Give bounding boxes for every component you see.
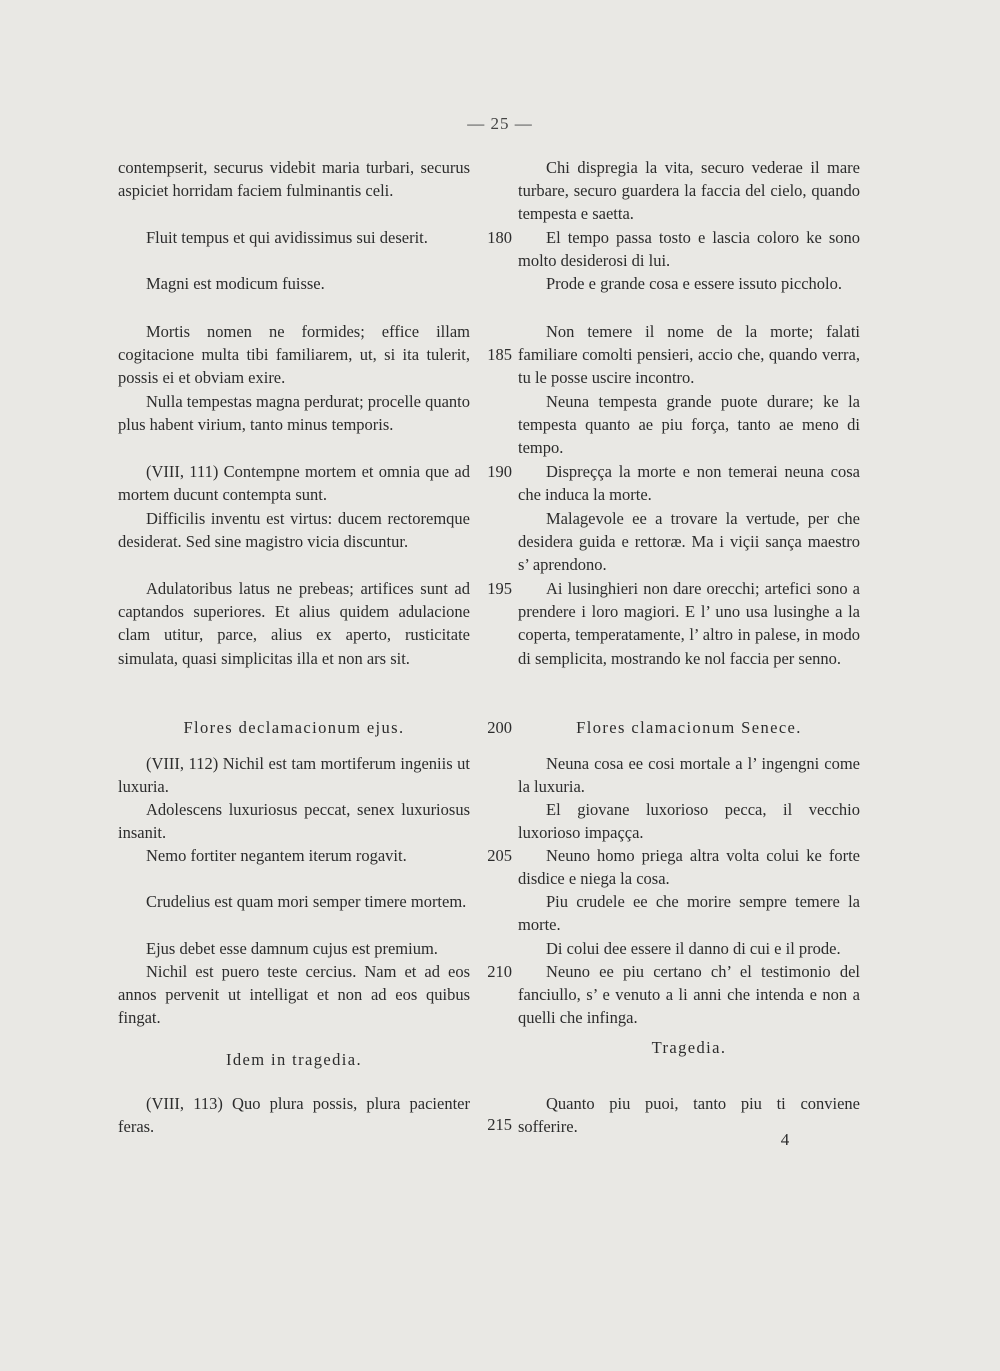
italian-line: El tempo passa tosto e lascia coloro ke sono molto desiderosi di lui. [518,228,860,271]
line-number: 205 [487,846,512,865]
italian-paragraph [518,226,860,272]
latin-paragraph [118,507,470,553]
latin-line: Nemo fortiter negantem iterum rogavit. [146,846,407,865]
latin-line: Difficilis inventu est virtus: ducem rectoremque desiderat. Sed sine magistro vicia discuntur. [118,509,470,552]
latin-paragraph [118,890,470,913]
latin-line: (VIII, 112) Nichil est tam mortiferum ingeniis ut luxuria. [118,754,470,797]
line-number: 200 [487,718,512,737]
italian-paragraph [518,844,860,890]
italian-paragraph [518,507,860,577]
line-number: 180 [487,228,512,247]
latin-paragraph [118,390,470,436]
italian-paragraph [518,1092,860,1138]
italian-paragraph [518,156,860,226]
latin-paragraph [118,226,470,249]
italian-line: Prode e grande cosa e essere issuto piccholo. [546,274,842,293]
italian-line: Neuna cosa ee cosi mortale a l’ ingengni come la luxuria. [518,754,860,797]
line-number: 215 [487,1115,512,1134]
italian-heading: Tragedia. [651,1038,727,1057]
italian-heading: Flores clamacionum Senece. [576,718,802,737]
italian-paragraph [518,320,860,390]
italian-paragraph [518,716,860,739]
latin-paragraph [118,1092,470,1138]
latin-paragraph [118,460,470,506]
latin-line: Nichil est puero teste cercius. Nam et ad eos annos pervenit ut intelligat et non ad eos quibus fingat. [118,962,470,1028]
latin-line: Magni est modicum fuisse. [146,274,325,293]
italian-paragraph [518,460,860,506]
italian-line: Dispreçça la morte e non temerai neuna cosa che induca la morte. [518,462,860,505]
latin-line: Ejus debet esse damnum cujus est premium. [146,939,438,958]
italian-line: Non temere il nome de la morte; falati familiare comolti pensieri, accio che, quando verra, tu le posse uscire incontro. [518,322,860,388]
italian-paragraph [518,390,860,460]
latin-paragraph [118,1048,470,1071]
latin-paragraph [118,320,470,390]
italian-line: Neuna tempesta grande puote durare; ke la tempesta quanto ae piu força, tanto ae meno di tempo. [518,392,860,458]
italian-paragraph [518,960,860,1030]
italian-line: Malagevole ee a trovare la vertude, per che desidera guida e rettoræ. Ma i viçii sança maestro s’ aprendono. [518,509,860,575]
italian-line: Neuno ee piu certano ch’ el testimonio del fanciullo, s’ e venuto a li anni che intenda e non a quelli che infinga. [518,962,860,1028]
italian-line: Piu crudele ee che morire sempre temere la morte. [518,892,860,935]
italian-line: Quanto piu puoi, tanto piu ti conviene sofferire. [518,1094,860,1137]
latin-paragraph [118,960,470,1030]
latin-line: Fluit tempus et qui avidissimus sui deserit. [146,228,428,247]
latin-paragraph [118,844,470,867]
italian-paragraph [518,890,860,936]
latin-heading: Idem in tragedia. [225,1050,363,1069]
latin-paragraph [118,716,470,739]
latin-line: (VIII, 111) Contempne mortem et omnia que ad mortem ducunt contempta sunt. [118,462,470,505]
latin-line: Mortis nomen ne formides; effice illam cogitacione multa tibi familiarem, ut, si ita tulerit, possis ei et obviam exire. [118,322,470,388]
line-number: 185 [487,345,512,364]
italian-paragraph [518,1036,860,1059]
italian-paragraph [518,272,860,295]
italian-paragraph [518,752,860,798]
latin-paragraph [118,272,470,295]
latin-line: Nulla tempestas magna perdurat; procelle quanto plus habent virium, tanto minus temporis. [118,392,470,435]
page-number: — 25 — [467,114,533,133]
latin-paragraph [118,798,470,844]
italian-paragraph [518,798,860,844]
line-number: 190 [487,462,512,481]
latin-paragraph [118,937,470,960]
italian-line: Neuno homo priega altra volta colui ke forte disdice e niega la cosa. [518,846,860,889]
latin-paragraph [118,577,470,670]
latin-line: Adulatoribus latus ne prebeas; artifices sunt ad captandos superiores. Et alius quidem adulacione clam utitur, parce, alius ex aperto, rusticitate simulata, quasi simplicitas illa et non ars sit. [118,579,470,668]
latin-line: contempserit, securus videbit maria turbari, securus aspiciet horridam faciem fulminantis celi. [118,158,470,201]
italian-line: Ai lusinghieri non dare orecchi; artefici sono a prendere i loro magiori. E l’ uno usa lusinghe a la coperta, temperatamente, l’ altro in palese, in modo di semplicita, mostrando ke nol faccia per senno. [518,579,860,668]
italian-line: El giovane luxorioso pecca, il vecchio luxorioso impaçça. [518,800,860,843]
line-number: 210 [487,962,512,981]
italian-line: Chi dispregia la vita, securo vederae il mare turbare, securo guardera la faccia del cielo, quando tempesta e saetta. [518,158,860,224]
latin-line: (VIII, 113) Quo plura possis, plura pacienter feras. [118,1094,470,1137]
latin-heading: Flores declamacionum ejus. [183,718,405,737]
italian-line: Di colui dee essere il danno di cui e il prode. [546,939,841,958]
latin-line: Crudelius est quam mori semper timere mortem. [146,892,467,911]
italian-paragraph [518,577,860,670]
signature-mark: 4 [780,1130,790,1149]
line-number: 195 [487,579,512,598]
italian-paragraph [518,937,860,960]
latin-paragraph [118,752,470,798]
latin-line: Adolescens luxuriosus peccat, senex luxuriosus insanit. [118,800,470,843]
latin-paragraph [118,156,470,202]
